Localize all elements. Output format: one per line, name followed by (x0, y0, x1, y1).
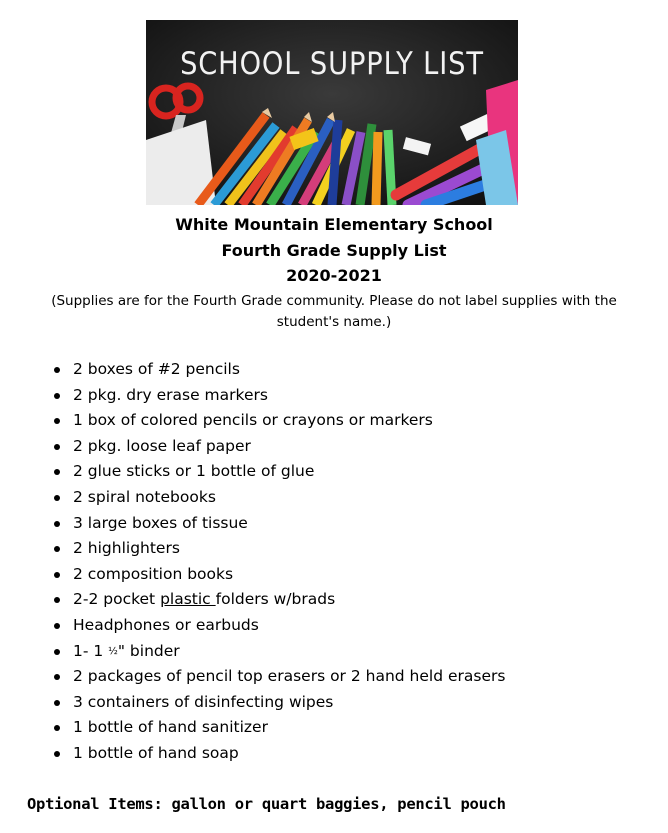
list-item: 2 pkg. loose leaf paper (54, 434, 654, 460)
list-item: 2 packages of pencil top erasers or 2 hand held erasers (54, 664, 654, 690)
supply-list (54, 357, 654, 767)
list-item: Headphones or earbuds (54, 613, 654, 639)
list-item: 1 box of colored pencils or crayons or markers (54, 408, 654, 434)
optional-items: Optional Items: gallon or quart baggies, pencil pouch (27, 795, 506, 813)
list-item: 1 bottle of hand soap (54, 741, 654, 767)
list-item: 3 containers of disinfecting wipes (54, 690, 654, 716)
list-item: 2 highlighters (54, 536, 654, 562)
folders-text-a: 2-2 pocket (73, 590, 161, 609)
list-item: 2 composition books (54, 562, 654, 588)
list-item-folders (54, 587, 654, 613)
list-item: 2 pkg. dry erase markers (54, 383, 654, 409)
folders-text-underlined: plastic (160, 590, 216, 609)
folders-text-b: folders w/brads (215, 590, 336, 609)
school-name: White Mountain Elementary School (175, 215, 493, 234)
binder-fraction: ½ (108, 645, 118, 657)
list-item: 3 large boxes of tissue (54, 511, 654, 537)
binder-text-b: " binder (117, 641, 180, 660)
supplies-note: (Supplies are for the Fourth Grade community. Please do not label supplies with the student's name.) (51, 293, 617, 330)
binder-text-a: 1- 1 (73, 641, 109, 660)
grade-title: Fourth Grade Supply List (221, 241, 447, 260)
list-item: 2 boxes of #2 pencils (54, 357, 654, 383)
banner-image (146, 20, 518, 205)
list-item: 1 bottle of hand sanitizer (54, 715, 654, 741)
banner-title: SCHOOL SUPPLY LIST (180, 46, 484, 82)
school-year: 2020-2021 (286, 266, 382, 285)
list-item: 2 glue sticks or 1 bottle of glue (54, 459, 654, 485)
list-item-binder (54, 639, 654, 665)
list-item: 2 spiral notebooks (54, 485, 654, 511)
